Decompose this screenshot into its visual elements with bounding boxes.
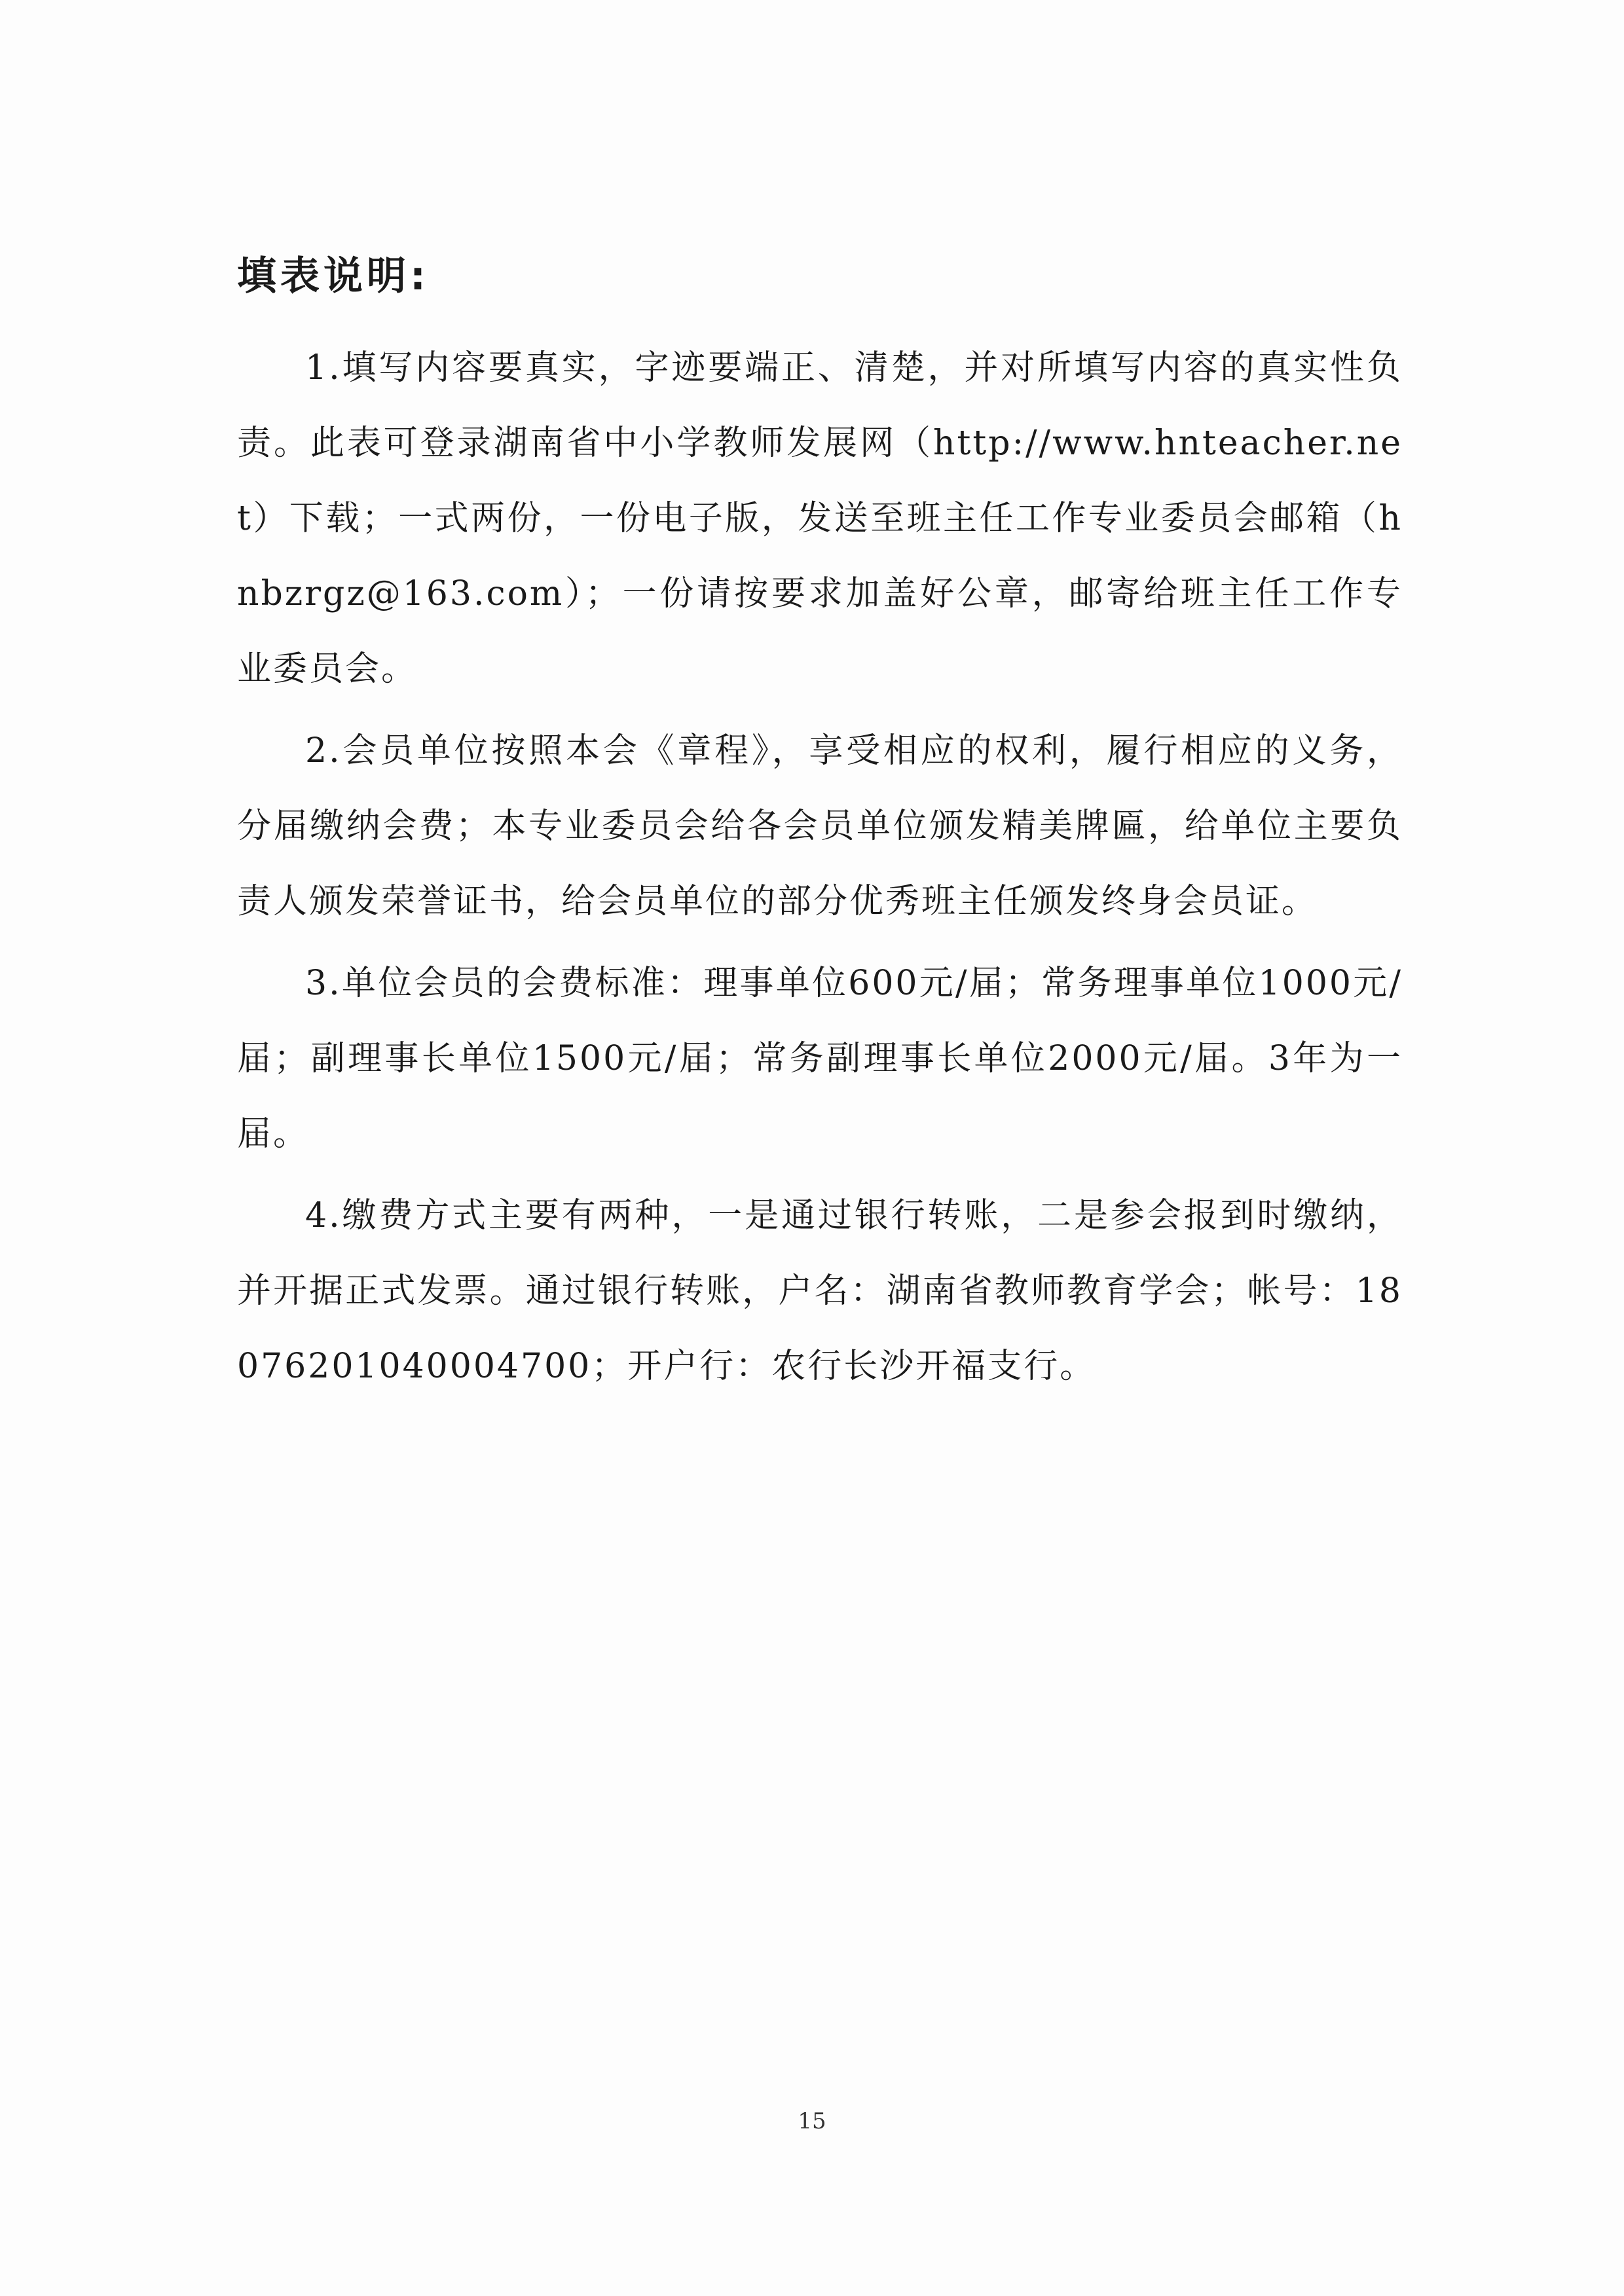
instruction-paragraph-1: 1.填写内容要真实，字迹要端正、清楚，并对所填写内容的真实性负责。此表可登录湖南省中小学教师发展网（http://www.hnteacher.net）下载；一式两份，一份电子版，发送至班主任工作专业委员会邮箱（hnbzrgz@163.com）；一份请按要求加盖好公章，邮寄给班主任工作专业委员会。 xyxy=(237,348,1403,689)
page-number: 15 xyxy=(798,2108,826,2134)
instruction-paragraph-2: 2.会员单位按照本会《章程》，享受相应的权利，履行相应的义务，分届缴纳会费；本专业委员会给各会员单位颁发精美牌匾，给单位主要负责人颁发荣誉证书，给会员单位的部分优秀班主任颁发终身会员证。 xyxy=(237,731,1403,921)
instruction-paragraph-4: 4.缴费方式主要有两种，一是通过银行转账，二是参会报到时缴纳，并开据正式发票。通过银行转账，户名：湖南省教师教育学会；帐号：18076201040004700；开户行：农行长沙开福支行。 xyxy=(237,1196,1403,1386)
instructions-body xyxy=(237,331,1403,1411)
section-heading: 填表说明: xyxy=(237,253,430,299)
instruction-paragraph-3: 3.单位会员的会费标准：理事单位600元/届；常务理事单位1000元/届；副理事长单位1500元/届；常务副理事长单位2000元/届。3年为一届。 xyxy=(237,964,1403,1154)
